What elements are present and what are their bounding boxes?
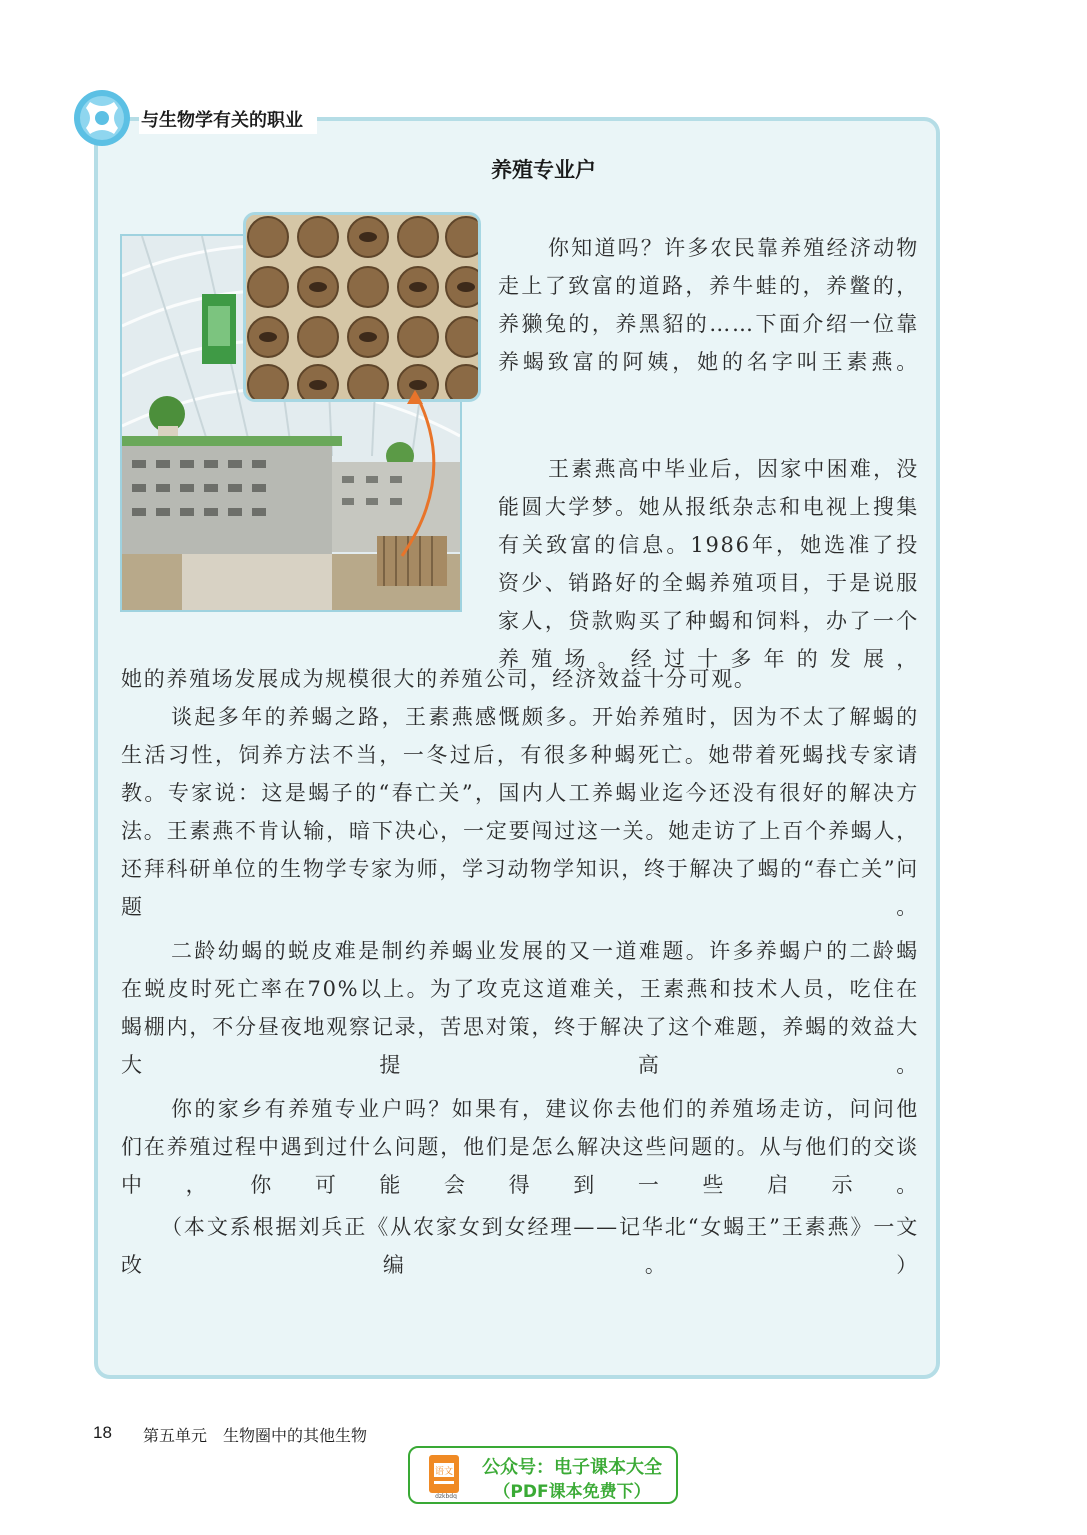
box-title: 养殖专业户 <box>491 158 596 182</box>
page-number: 18 <box>93 1423 112 1442</box>
paragraph-2a: 王素燕高中毕业后，因家中困难，没能圆大学梦。她从报纸杂志和电视上搜集有关致富的信息。1986年，她选准了投资少、销路好的全蝎养殖项目，于是说服家人，贷款购买了种蝎和饲料，办了一个养殖场。经过十多年的发展， <box>498 457 919 671</box>
svg-text:语文: 语文 <box>434 1467 454 1477</box>
unit-title: 第五单元 生物圈中的其他生物 <box>143 1426 368 1445</box>
arrow-head-icon <box>395 386 435 416</box>
paragraph-5: 你的家乡有养殖专业户吗？如果有，建议你去他们的养殖场走访，问问他们在养殖过程中遇到过什么问题，他们是怎么解决这些问题的。从与他们的交谈中，你可能会得到一些启示。 <box>121 1097 919 1197</box>
paragraph-3: 谈起多年的养蝎之路，王素燕感慨颇多。开始养殖时，因为不太了解蝎的生活习性，饲养方法不当，一冬过后，有很多种蝎死亡。她带着死蝎找专家请教。专家说：这是蝎子的“春亡关”，国内人工养蝎业迄今还没有很好的解决方法。王素燕不肯认输，暗下决心，一定要闯过这一关。她走访了上百个养蝎人，还拜科研单位的生物学专家为师，学习动物学知识，终于解决了蝎的“春亡关”问题。 <box>121 705 919 919</box>
svg-text:dzkbdq: dzkbdq <box>435 1493 457 1499</box>
badge-line-1: 公众号：电子课本大全 <box>482 1457 662 1478</box>
source-note: （本文系根据刘兵正《从农家女到女经理——记华北“女蝎王”王素燕》一文改编。） <box>121 1215 919 1277</box>
book-icon <box>426 1453 466 1499</box>
wechat-badge <box>408 1446 678 1504</box>
paragraph-4: 二龄幼蝎的蜕皮难是制约养蝎业发展的又一道难题。许多养蝎户的二龄蝎在蜕皮时死亡率在70%以上。为了攻克这道难关，王素燕和技术人员，吃住在蝎棚内，不分昼夜地观察记录，苦思对策，终于解决了这个难题，养蝎的效益大大提高。 <box>121 939 919 1077</box>
paragraph-1: 你知道吗？许多农民靠养殖经济动物走上了致富的道路，养牛蛙的，养鳖的，养獭兔的，养黑貂的……下面介绍一位靠养蝎致富的阿姨，她的名字叫王素燕。 <box>498 236 919 374</box>
section-title: 与生物学有关的职业 <box>139 104 317 134</box>
scorpion-tray-photo <box>243 212 481 402</box>
badge-line-2: （PDF课本免费下） <box>493 1482 651 1502</box>
paragraph-2b: 她的养殖场发展成为规模很大的养殖公司，经济效益十分可观。 <box>121 667 757 691</box>
puzzle-icon <box>72 88 132 148</box>
